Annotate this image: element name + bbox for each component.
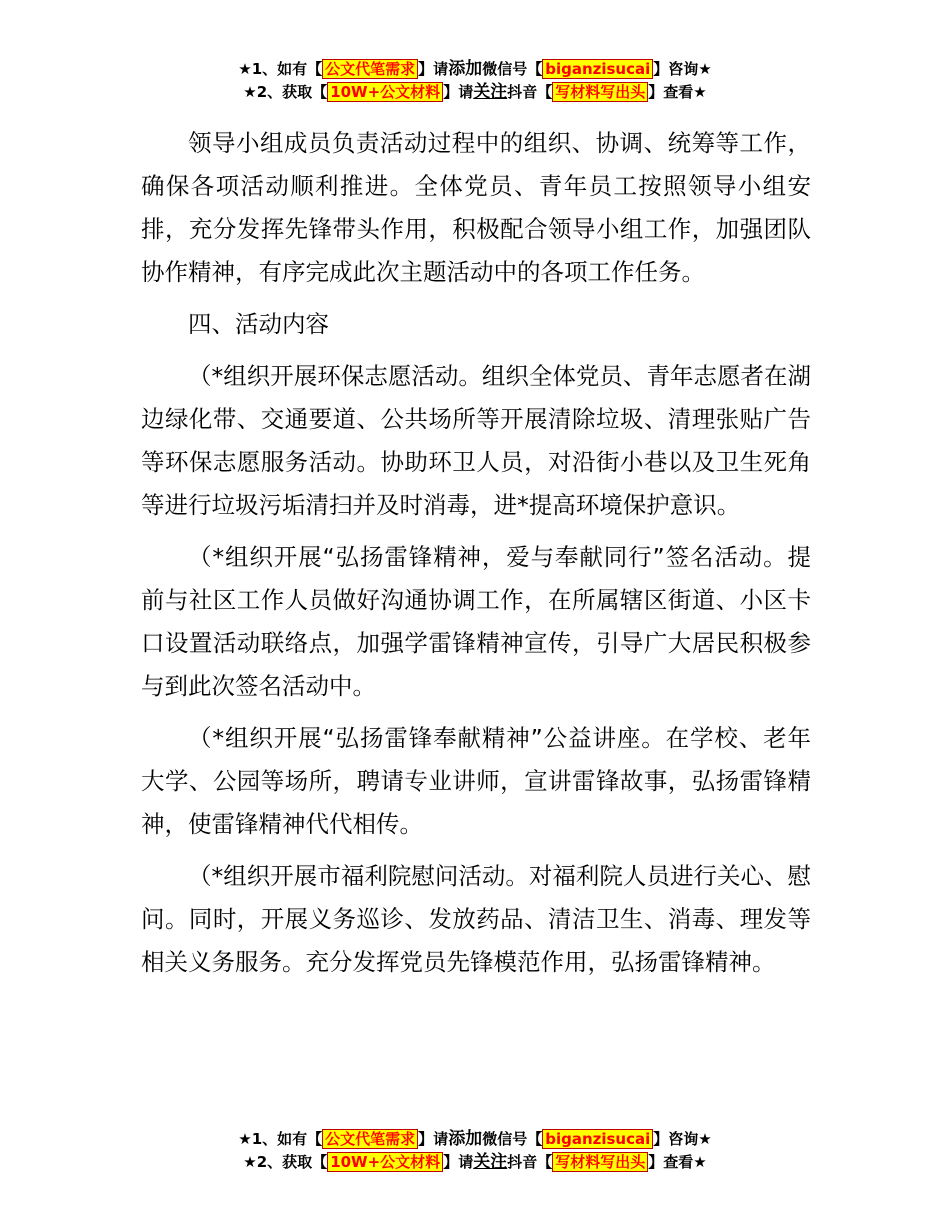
highlight-douyin: 写材料写出头 bbox=[552, 1152, 648, 1172]
banner-text: ★1、如有【 bbox=[238, 60, 323, 78]
header-banner bbox=[0, 58, 950, 104]
banner-line-2 bbox=[0, 1151, 950, 1174]
highlight-materials: 10W+公文材料 bbox=[327, 82, 443, 102]
banner-text: 】咨询★ bbox=[653, 1130, 712, 1148]
banner-text: 】请 bbox=[443, 1153, 474, 1171]
paragraph: （*组织开展环保志愿活动。组织全体党员、青年志愿者在湖边绿化带、交通要道、公共场所等开展清除垃圾、清理张贴广告等环保志愿服务活动。协助环卫人员，对沿街小巷以及卫生死角等进行垃圾污垢清扫并及时消毒，进*提高环境保护意识。 bbox=[141, 362, 811, 519]
banner-text: 】查看★ bbox=[648, 1153, 707, 1171]
highlight-wechat-id: biganzisucai bbox=[542, 59, 653, 79]
banner-text: ★1、如有【 bbox=[238, 1130, 323, 1148]
banner-text: 】请 bbox=[418, 1130, 449, 1148]
highlight-douyin: 写材料写出头 bbox=[552, 82, 648, 102]
banner-text: 】请 bbox=[443, 83, 474, 101]
highlight-wechat-id: biganzisucai bbox=[542, 1129, 653, 1149]
footer-banner bbox=[0, 1128, 950, 1174]
banner-line-1 bbox=[0, 58, 950, 81]
highlight-service: 公文代笔需求 bbox=[322, 1129, 418, 1149]
highlight-materials: 10W+公文材料 bbox=[327, 1152, 443, 1172]
document-body bbox=[141, 122, 811, 993]
banner-text: 】咨询★ bbox=[653, 60, 712, 78]
highlight-service: 公文代笔需求 bbox=[322, 59, 418, 79]
banner-text: 抖音【 bbox=[507, 83, 553, 101]
banner-text: ★2、获取【 bbox=[243, 83, 328, 101]
banner-line-1 bbox=[0, 1128, 950, 1151]
emphasis-text: 添加 bbox=[448, 59, 483, 79]
banner-text: 】查看★ bbox=[648, 83, 707, 101]
banner-text: 抖音【 bbox=[507, 1153, 553, 1171]
paragraph: （*组织开展“弘扬雷锋奉献精神”公益讲座。在学校、老年大学、公园等场所，聘请专业讲师，宣讲雷锋故事，弘扬雷锋精神，使雷锋精神代代相传。 bbox=[141, 724, 811, 838]
paragraph: （*组织开展“弘扬雷锋精神，爱与奉献同行”签名活动。提前与社区工作人员做好沟通协调工作，在所属辖区街道、小区卡口设置活动联络点，加强学雷锋精神宣传，引导广大居民积极参与到此次签名活动中。 bbox=[141, 543, 811, 700]
banner-text: 】请 bbox=[418, 60, 449, 78]
banner-text: 微信号【 bbox=[482, 1130, 543, 1148]
paragraph: （*组织开展市福利院慰问活动。对福利院人员进行关心、慰问。同时，开展义务巡诊、发放药品、清洁卫生、消毒、理发等相关义务服务。充分发挥党员先锋模范作用，弘扬雷锋精神。 bbox=[141, 862, 811, 976]
banner-text: 微信号【 bbox=[482, 60, 543, 78]
section-heading: 四、活动内容 bbox=[188, 310, 329, 338]
emphasis-text: 关注 bbox=[473, 1152, 508, 1172]
banner-line-2 bbox=[0, 81, 950, 104]
emphasis-text: 关注 bbox=[473, 82, 508, 102]
banner-text: ★2、获取【 bbox=[243, 1153, 328, 1171]
emphasis-text: 添加 bbox=[448, 1129, 483, 1149]
paragraph: 领导小组成员负责活动过程中的组织、协调、统筹等工作，确保各项活动顺利推进。全体党员、青年员工按照领导小组安排，充分发挥先锋带头作用，积极配合领导小组工作，加强团队协作精神，有序完成此次主题活动中的各项工作任务。 bbox=[141, 129, 811, 286]
